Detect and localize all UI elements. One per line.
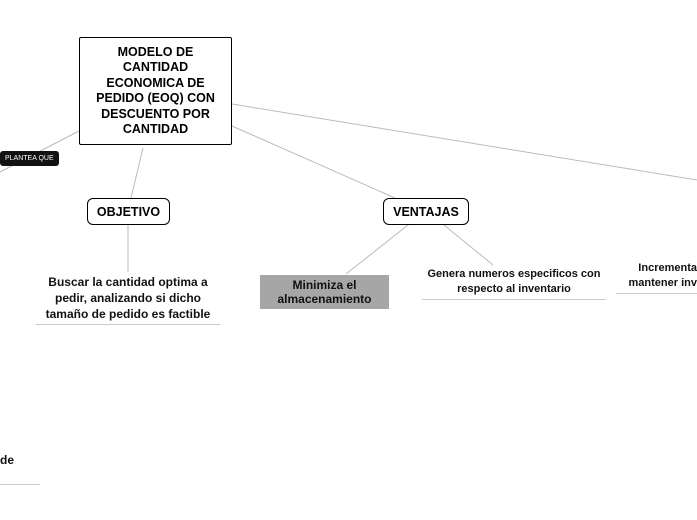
main-topic[interactable] bbox=[79, 37, 232, 145]
ventajas-title: VENTAJAS bbox=[393, 204, 459, 219]
objetivo-node[interactable] bbox=[87, 198, 170, 225]
left-fragment[interactable]: de bbox=[0, 452, 40, 485]
objetivo-text[interactable]: Buscar la cantidad optima a pedir, analizando si dicho tamaño de pedido es factible bbox=[36, 274, 220, 325]
ventaja-genera[interactable]: Genera numeros especificos con respecto al inventario bbox=[422, 267, 606, 300]
ventaja-minimiza[interactable]: Minimiza el almacenamiento bbox=[260, 275, 389, 309]
ventaja-incrementa[interactable]: Incrementa mantener inv bbox=[616, 261, 697, 294]
ventajas-node[interactable] bbox=[383, 198, 469, 225]
objetivo-title: OBJETIVO bbox=[96, 204, 161, 219]
main-topic-text: MODELO DE CANTIDAD ECONOMICA DE PEDIDO (EOQ) CON DESCUENTO POR CANTIDAD bbox=[96, 44, 215, 136]
relation-label[interactable]: PLANTEA QUE bbox=[0, 151, 59, 166]
